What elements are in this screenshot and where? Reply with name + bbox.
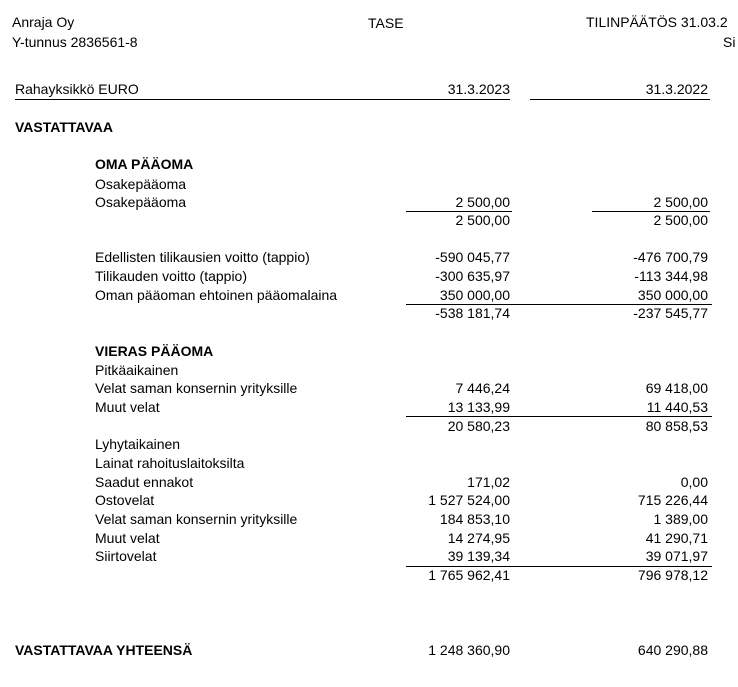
short-term-row-label: Ostovelat	[95, 492, 155, 508]
long-term-row-2022: 11 440,53	[646, 399, 708, 415]
long-term-total-2023: 20 580,23	[447, 418, 510, 434]
equity-row-2023: 350 000,00	[439, 287, 510, 303]
page-label: Si	[723, 34, 736, 50]
short-term-row-label: Velat saman konsernin yrityksille	[95, 511, 298, 527]
equity-row-2023: -300 635,97	[435, 268, 510, 284]
long-term-row-label: Muut velat	[95, 399, 160, 415]
short-term-row-label: Muut velat	[95, 530, 160, 546]
long-term-heading: Pitkäaikainen	[95, 362, 179, 378]
equity-heading: OMA PÄÄOMA	[95, 156, 194, 172]
short-term-row-2023: 184 853,10	[439, 511, 510, 527]
equity-row-2023: -590 045,77	[435, 249, 510, 265]
equity-row-2022: -476 700,79	[633, 249, 708, 265]
business-id: Y-tunnus 2836561-8	[12, 34, 138, 50]
short-term-row-2022: 1 389,00	[653, 511, 708, 527]
section-title: VASTATTAVAA	[15, 119, 113, 135]
period-label: TILINPÄÄTÖS 31.03.2	[586, 14, 728, 30]
share-capital-2023: 2 500,00	[455, 194, 510, 210]
column-header-2023: 31.3.2023	[447, 81, 510, 97]
short-term-row-2022: 41 290,71	[645, 530, 708, 546]
equity-row-label: Tilikauden voitto (tappio)	[95, 268, 248, 284]
short-term-row-2023: 14 274,95	[447, 530, 510, 546]
header-divider-1	[15, 99, 510, 100]
grand-total-2023: 1 248 360,90	[428, 642, 510, 658]
company-name: Anraja Oy	[12, 14, 75, 30]
short-term-subheading: Lainat rahoituslaitoksilta	[95, 455, 245, 471]
equity-row-label: Oman pääoman ehtoinen pääomalaina	[95, 287, 338, 303]
short-term-total-2022: 796 978,12	[637, 567, 708, 583]
short-term-row-label: Saadut ennakot	[95, 474, 194, 490]
share-subtotal-2023: 2 500,00	[455, 212, 510, 228]
long-term-total-2022: 80 858,53	[645, 418, 708, 434]
share-capital-2022: 2 500,00	[653, 194, 708, 210]
long-term-row-label: Velat saman konsernin yrityksille	[95, 380, 298, 396]
short-term-heading: Lyhytaikainen	[95, 436, 181, 452]
long-term-row-2023: 13 133,99	[447, 399, 510, 415]
short-term-row-label: Siirtovelat	[95, 548, 157, 564]
column-header-2022: 31.3.2022	[645, 81, 708, 97]
header-divider-2	[530, 99, 710, 100]
short-term-row-2022: 0,00	[680, 474, 708, 490]
short-term-row-2022: 39 071,97	[645, 548, 708, 564]
liabilities-heading: VIERAS PÄÄOMA	[95, 343, 214, 359]
short-term-row-2022: 715 226,44	[637, 492, 708, 508]
long-term-row-2022: 69 418,00	[645, 380, 708, 396]
equity-row-label: Edellisten tilikausien voitto (tappio)	[95, 249, 310, 265]
currency-label: Rahayksikkö EURO	[15, 81, 139, 97]
share-subtotal-2022: 2 500,00	[653, 212, 708, 228]
equity-total-2022: -237 545,77	[633, 305, 708, 321]
grand-total-label: VASTATTAVAA YHTEENSÄ	[15, 642, 193, 658]
short-term-row-2023: 1 527 524,00	[428, 492, 510, 508]
long-term-total-line	[406, 416, 712, 417]
equity-row-2022: 350 000,00	[637, 287, 708, 303]
equity-row-2022: -113 344,98	[634, 268, 708, 284]
grand-total-2022: 640 290,88	[637, 642, 708, 658]
share-capital-group: Osakepääoma	[95, 176, 187, 192]
equity-total-2023: -538 181,74	[435, 305, 510, 321]
short-term-row-2023: 171,02	[467, 474, 510, 490]
short-term-total-2023: 1 765 962,41	[428, 567, 510, 583]
long-term-row-2023: 7 446,24	[455, 380, 510, 396]
short-term-row-2023: 39 139,34	[447, 548, 510, 564]
report-title: TASE	[368, 15, 404, 31]
share-capital-label: Osakepääoma	[95, 194, 187, 210]
